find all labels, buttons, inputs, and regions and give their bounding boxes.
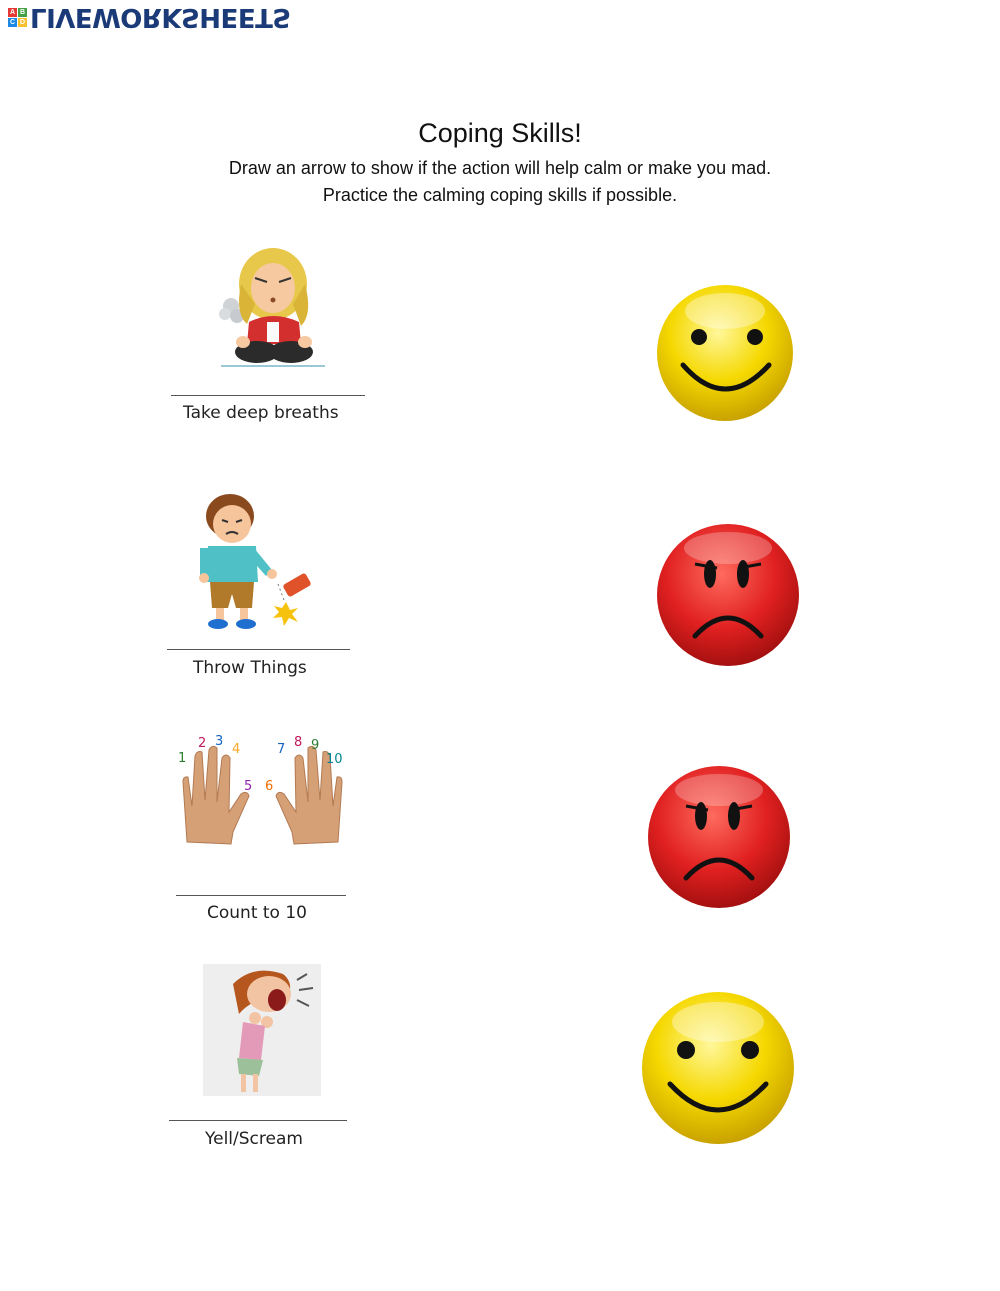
answer-line: [171, 395, 365, 396]
girl-screaming-illustration: [203, 964, 321, 1096]
logo-block: B: [19, 8, 26, 16]
instruction-text: Draw an arrow to show if the action will help calm or make you mad.: [228, 158, 772, 178]
number-label: 1: [178, 751, 187, 766]
logo-block: A: [9, 8, 16, 16]
happy-face-icon[interactable]: [640, 990, 798, 1153]
action-label: Take deep breaths: [183, 403, 339, 423]
number-label: 9: [311, 738, 320, 753]
page-title: Coping Skills!: [418, 118, 582, 148]
logo-block: C: [9, 18, 16, 26]
answer-line: [169, 1120, 347, 1121]
brand-name: LIVEWORKSHEETS: [30, 2, 291, 32]
action-label: Count to 10: [207, 903, 307, 923]
number-label: 7: [277, 742, 286, 757]
number-label: 8: [294, 735, 303, 750]
answer-line: [176, 895, 346, 896]
girl-breathing-illustration: [215, 244, 330, 369]
action-label: Throw Things: [193, 658, 307, 678]
number-label: 6: [265, 779, 274, 794]
number-label: 4: [232, 742, 241, 757]
happy-face-icon[interactable]: [655, 283, 800, 433]
brand-logo[interactable]: [8, 4, 291, 30]
number-label: 3: [215, 734, 224, 749]
angry-face-icon[interactable]: [655, 522, 803, 675]
instruction-text: Practice the calming coping skills if possible.: [322, 185, 678, 205]
number-label: 2: [198, 736, 207, 751]
action-label: Yell/Scream: [205, 1129, 303, 1149]
hands-counting-illustration: [175, 732, 350, 852]
angry-face-icon[interactable]: [646, 764, 794, 917]
logo-blocks-icon: [8, 8, 27, 27]
number-label: 10: [326, 752, 343, 767]
number-label: 5: [244, 779, 253, 794]
boy-throwing-illustration: [192, 490, 327, 635]
logo-block: D: [19, 18, 26, 26]
answer-line: [167, 649, 350, 650]
